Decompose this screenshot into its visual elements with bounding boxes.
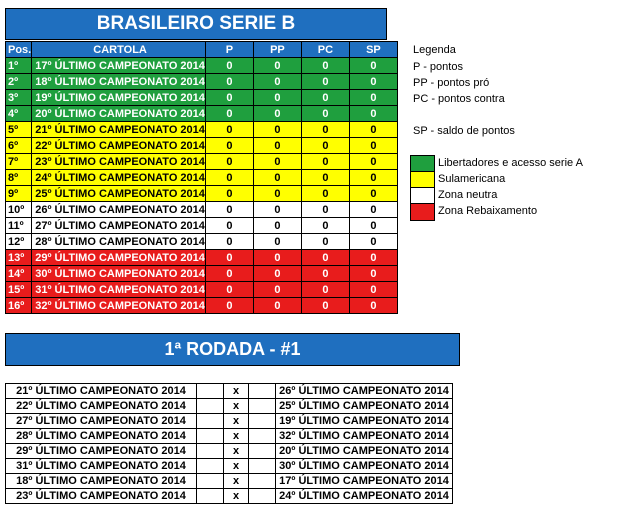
standings-row[interactable] (6, 186, 398, 202)
standing-p[interactable]: 0 (205, 250, 253, 266)
match-home-team[interactable]: 28º ÚLTIMO CAMPEONATO 2014 (6, 429, 197, 444)
standing-pc[interactable]: 0 (301, 138, 349, 154)
standing-p[interactable]: 0 (205, 234, 253, 250)
standing-pc[interactable]: 0 (301, 298, 349, 314)
standing-sp[interactable]: 0 (349, 138, 397, 154)
standing-pos[interactable]: 5º (6, 122, 32, 138)
match-row[interactable] (6, 489, 453, 504)
match-away-score[interactable] (249, 429, 276, 444)
standing-team[interactable]: 21º ÚLTIMO CAMPEONATO 2014 (32, 122, 206, 138)
round-title: 1ª RODADA - #1 (5, 333, 460, 366)
match-home-team[interactable]: 21º ÚLTIMO CAMPEONATO 2014 (6, 384, 197, 399)
standing-team[interactable]: 27º ÚLTIMO CAMPEONATO 2014 (32, 218, 206, 234)
standing-team[interactable]: 28º ÚLTIMO CAMPEONATO 2014 (32, 234, 206, 250)
standings-row[interactable] (6, 138, 398, 154)
zone-swatch-sulamericana (411, 172, 434, 188)
standing-pc[interactable]: 0 (301, 202, 349, 218)
standing-pc[interactable]: 0 (301, 58, 349, 74)
match-home-score[interactable] (197, 399, 224, 414)
match-away-team[interactable]: 30º ÚLTIMO CAMPEONATO 2014 (276, 459, 453, 474)
standing-pc[interactable]: 0 (301, 250, 349, 266)
standing-pos[interactable]: 7º (6, 154, 32, 170)
standing-p[interactable]: 0 (205, 90, 253, 106)
match-away-score[interactable] (249, 474, 276, 489)
match-away-team[interactable]: 32º ÚLTIMO CAMPEONATO 2014 (276, 429, 453, 444)
standings-row[interactable] (6, 234, 398, 250)
match-versus[interactable]: x (224, 414, 249, 429)
standing-p[interactable]: 0 (205, 138, 253, 154)
col-header-sp[interactable]: SP (349, 42, 397, 58)
standing-pp[interactable]: 0 (253, 58, 301, 74)
standing-p[interactable]: 0 (205, 282, 253, 298)
standing-pp[interactable]: 0 (253, 170, 301, 186)
standing-pc[interactable]: 0 (301, 90, 349, 106)
zone-swatch-relegation (411, 204, 434, 220)
standing-pp[interactable]: 0 (253, 202, 301, 218)
standing-team[interactable]: 18º ÚLTIMO CAMPEONATO 2014 (32, 74, 206, 90)
match-versus[interactable]: x (224, 474, 249, 489)
standing-pp[interactable]: 0 (253, 234, 301, 250)
standing-team[interactable]: 32º ÚLTIMO CAMPEONATO 2014 (32, 298, 206, 314)
standing-pp[interactable]: 0 (253, 250, 301, 266)
standing-team[interactable]: 25º ÚLTIMO CAMPEONATO 2014 (32, 186, 206, 202)
legend-sp: SP - saldo de pontos (413, 125, 515, 137)
match-home-team[interactable]: 22º ÚLTIMO CAMPEONATO 2014 (6, 399, 197, 414)
standings-row[interactable] (6, 90, 398, 106)
standings-row[interactable] (6, 106, 398, 122)
standing-team[interactable]: 26º ÚLTIMO CAMPEONATO 2014 (32, 202, 206, 218)
standing-sp[interactable]: 0 (349, 202, 397, 218)
standing-p[interactable]: 0 (205, 202, 253, 218)
standings-title: BRASILEIRO SERIE B (5, 8, 387, 40)
standing-pp[interactable]: 0 (253, 186, 301, 202)
match-away-team[interactable]: 19º ÚLTIMO CAMPEONATO 2014 (276, 414, 453, 429)
match-row[interactable] (6, 429, 453, 444)
standing-pos[interactable]: 16º (6, 298, 32, 314)
standing-p[interactable]: 0 (205, 74, 253, 90)
match-versus[interactable]: x (224, 444, 249, 459)
match-row[interactable] (6, 459, 453, 474)
match-away-team[interactable]: 20º ÚLTIMO CAMPEONATO 2014 (276, 444, 453, 459)
standing-pp[interactable]: 0 (253, 298, 301, 314)
standings-row[interactable] (6, 298, 398, 314)
legend-pc: PC - pontos contra (413, 93, 505, 105)
standing-sp[interactable]: 0 (349, 218, 397, 234)
standing-pos[interactable]: 2º (6, 74, 32, 90)
standing-pp[interactable]: 0 (253, 122, 301, 138)
standing-p[interactable]: 0 (205, 266, 253, 282)
standing-pc[interactable]: 0 (301, 106, 349, 122)
col-header-p[interactable]: P (205, 42, 253, 58)
col-header-pp[interactable]: PP (253, 42, 301, 58)
match-home-score[interactable] (197, 384, 224, 399)
match-home-team[interactable]: 23º ÚLTIMO CAMPEONATO 2014 (6, 489, 197, 504)
match-home-score[interactable] (197, 429, 224, 444)
match-versus[interactable]: x (224, 399, 249, 414)
standing-pos[interactable]: 10º (6, 202, 32, 218)
standing-pos[interactable]: 1º (6, 58, 32, 74)
match-row[interactable] (6, 414, 453, 429)
standing-p[interactable]: 0 (205, 186, 253, 202)
match-row[interactable] (6, 444, 453, 459)
match-home-score[interactable] (197, 459, 224, 474)
standing-sp[interactable]: 0 (349, 74, 397, 90)
match-home-team[interactable]: 27º ÚLTIMO CAMPEONATO 2014 (6, 414, 197, 429)
standings-row[interactable] (6, 170, 398, 186)
match-home-team[interactable]: 29º ÚLTIMO CAMPEONATO 2014 (6, 444, 197, 459)
standing-p[interactable]: 0 (205, 170, 253, 186)
zone-label-sulamericana: Sulamericana (438, 173, 506, 185)
match-row[interactable] (6, 474, 453, 489)
standing-pos[interactable]: 4º (6, 106, 32, 122)
standings-row[interactable] (6, 218, 398, 234)
standing-sp[interactable]: 0 (349, 170, 397, 186)
standing-pc[interactable]: 0 (301, 170, 349, 186)
match-versus[interactable]: x (224, 459, 249, 474)
standings-row[interactable] (6, 74, 398, 90)
match-home-score[interactable] (197, 414, 224, 429)
match-away-score[interactable] (249, 444, 276, 459)
standing-sp[interactable]: 0 (349, 282, 397, 298)
standings-table (5, 41, 398, 314)
standings-row[interactable] (6, 58, 398, 74)
match-away-score[interactable] (249, 384, 276, 399)
zone-label-neutral: Zona neutra (438, 189, 498, 201)
standings-row[interactable] (6, 202, 398, 218)
standing-pc[interactable]: 0 (301, 234, 349, 250)
standing-sp[interactable]: 0 (349, 234, 397, 250)
standing-team[interactable]: 19º ÚLTIMO CAMPEONATO 2014 (32, 90, 206, 106)
standing-sp[interactable]: 0 (349, 186, 397, 202)
standing-team[interactable]: 23º ÚLTIMO CAMPEONATO 2014 (32, 154, 206, 170)
match-away-score[interactable] (249, 399, 276, 414)
standings-header-row (6, 42, 398, 58)
standing-pc[interactable]: 0 (301, 186, 349, 202)
standing-sp[interactable]: 0 (349, 90, 397, 106)
zone-label-libertadores: Libertadores e acesso serie A (438, 157, 583, 169)
standing-team[interactable]: 24º ÚLTIMO CAMPEONATO 2014 (32, 170, 206, 186)
zone-key-swatches (410, 155, 435, 221)
matches-table (5, 383, 453, 504)
standing-pos[interactable]: 3º (6, 90, 32, 106)
zone-swatch-libertadores (411, 156, 434, 172)
standing-team[interactable]: 22º ÚLTIMO CAMPEONATO 2014 (32, 138, 206, 154)
standing-pos[interactable]: 8º (6, 170, 32, 186)
standing-pc[interactable]: 0 (301, 154, 349, 170)
standing-pp[interactable]: 0 (253, 90, 301, 106)
match-away-team[interactable]: 25º ÚLTIMO CAMPEONATO 2014 (276, 399, 453, 414)
standing-p[interactable]: 0 (205, 122, 253, 138)
standing-sp[interactable]: 0 (349, 58, 397, 74)
standing-team[interactable]: 20º ÚLTIMO CAMPEONATO 2014 (32, 106, 206, 122)
standing-pp[interactable]: 0 (253, 154, 301, 170)
standing-sp[interactable]: 0 (349, 154, 397, 170)
standing-p[interactable]: 0 (205, 218, 253, 234)
standing-pos[interactable]: 12º (6, 234, 32, 250)
standings-row[interactable] (6, 154, 398, 170)
standing-pos[interactable]: 6º (6, 138, 32, 154)
match-away-team[interactable]: 24º ÚLTIMO CAMPEONATO 2014 (276, 489, 453, 504)
standing-p[interactable]: 0 (205, 106, 253, 122)
standing-p[interactable]: 0 (205, 154, 253, 170)
match-row[interactable] (6, 399, 453, 414)
standing-team[interactable]: 31º ÚLTIMO CAMPEONATO 2014 (32, 282, 206, 298)
match-away-score[interactable] (249, 489, 276, 504)
standing-team[interactable]: 17º ÚLTIMO CAMPEONATO 2014 (32, 58, 206, 74)
standing-pp[interactable]: 0 (253, 106, 301, 122)
standing-sp[interactable]: 0 (349, 298, 397, 314)
standing-sp[interactable]: 0 (349, 266, 397, 282)
match-versus[interactable]: x (224, 429, 249, 444)
zone-label-relegation: Zona Rebaixamento (438, 205, 538, 217)
standing-pos[interactable]: 11º (6, 218, 32, 234)
standing-pos[interactable]: 9º (6, 186, 32, 202)
legend-p: P - pontos (413, 61, 463, 73)
match-home-score[interactable] (197, 474, 224, 489)
zone-swatch-neutral (411, 188, 434, 204)
standing-pos[interactable]: 14º (6, 266, 32, 282)
standing-pc[interactable]: 0 (301, 282, 349, 298)
standings-row[interactable] (6, 282, 398, 298)
match-versus[interactable]: x (224, 384, 249, 399)
standing-pp[interactable]: 0 (253, 138, 301, 154)
standing-p[interactable]: 0 (205, 298, 253, 314)
match-away-team[interactable]: 17º ÚLTIMO CAMPEONATO 2014 (276, 474, 453, 489)
standings-row[interactable] (6, 250, 398, 266)
standing-team[interactable]: 29º ÚLTIMO CAMPEONATO 2014 (32, 250, 206, 266)
match-row[interactable] (6, 384, 453, 399)
standing-team[interactable]: 30º ÚLTIMO CAMPEONATO 2014 (32, 266, 206, 282)
col-header-team[interactable]: CARTOLA (32, 42, 206, 58)
standing-pc[interactable]: 0 (301, 218, 349, 234)
match-away-score[interactable] (249, 414, 276, 429)
standing-pos[interactable]: 13º (6, 250, 32, 266)
match-home-score[interactable] (197, 444, 224, 459)
match-home-team[interactable]: 18º ÚLTIMO CAMPEONATO 2014 (6, 474, 197, 489)
standing-pc[interactable]: 0 (301, 266, 349, 282)
standing-pp[interactable]: 0 (253, 282, 301, 298)
legend-pp: PP - pontos pró (413, 77, 490, 89)
match-away-score[interactable] (249, 459, 276, 474)
col-header-pc[interactable]: PC (301, 42, 349, 58)
standing-p[interactable]: 0 (205, 58, 253, 74)
standing-pp[interactable]: 0 (253, 266, 301, 282)
standings-row[interactable] (6, 266, 398, 282)
standing-pc[interactable]: 0 (301, 122, 349, 138)
standing-pp[interactable]: 0 (253, 218, 301, 234)
col-header-pos[interactable]: Pos. (6, 42, 32, 58)
legend-title: Legenda (413, 44, 456, 56)
standings-row[interactable] (6, 122, 398, 138)
standing-pc[interactable]: 0 (301, 74, 349, 90)
standing-sp[interactable]: 0 (349, 250, 397, 266)
match-away-team[interactable]: 26º ÚLTIMO CAMPEONATO 2014 (276, 384, 453, 399)
match-home-team[interactable]: 31º ÚLTIMO CAMPEONATO 2014 (6, 459, 197, 474)
standing-sp[interactable]: 0 (349, 122, 397, 138)
match-versus[interactable]: x (224, 489, 249, 504)
match-home-score[interactable] (197, 489, 224, 504)
standing-sp[interactable]: 0 (349, 106, 397, 122)
standing-pp[interactable]: 0 (253, 74, 301, 90)
standing-pos[interactable]: 15º (6, 282, 32, 298)
